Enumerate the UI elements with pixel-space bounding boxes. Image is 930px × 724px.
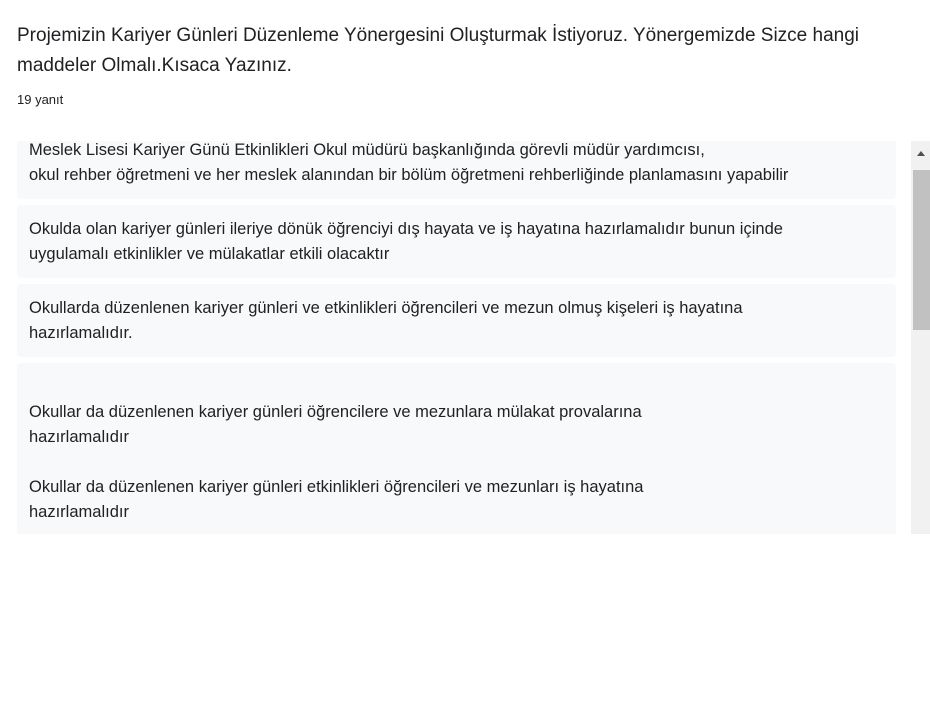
- response-text-line: Okullar da düzenlenen kariyer günleri öğrencilere ve mezunlara mülakat provalarına: [29, 403, 642, 421]
- response-item: [17, 284, 896, 357]
- response-text-line: Okullarda düzenlenen kariyer günleri ve etkinlikleri öğrencileri ve mezun olmuş kişeleri iş hayatına: [29, 299, 743, 317]
- response-text-line: [29, 375, 884, 400]
- vertical-scrollbar[interactable]: [911, 141, 930, 534]
- responses-list-content: [17, 141, 896, 534]
- chevron-up-icon: [917, 151, 925, 156]
- scrollbar-thumb[interactable]: [913, 170, 930, 330]
- scroll-up-button[interactable]: [911, 141, 930, 165]
- response-item: [17, 363, 896, 534]
- response-text-line: Okullar da düzenlenen kariyer günleri etkinlikleri öğrencileri ve mezunları iş hayatına: [29, 478, 644, 496]
- response-text-line: hazırlamalıdır: [29, 428, 129, 446]
- response-text-line: uygulamalı etkinlikler ve mülakatlar etkili olacaktır: [29, 245, 390, 263]
- response-text-line: hazırlamalıdır.: [29, 324, 133, 342]
- response-text-line: Meslek Lisesi Kariyer Günü Etkinlikleri Okul müdürü başkanlığında görevli müdür yardımcısı,: [29, 141, 705, 159]
- response-item: [17, 205, 896, 278]
- response-count: 19 yanıt: [17, 92, 64, 107]
- response-text-line: Okulda olan kariyer günleri ileriye dönük öğrenciyi dış hayata ve iş hayatına hazırlamalıdır bunun içinde: [29, 220, 783, 238]
- response-text-line: hazırlamalıdır: [29, 503, 129, 521]
- response-item: [17, 141, 896, 199]
- response-text-line: [29, 450, 884, 475]
- question-title: Projemizin Kariyer Günleri Düzenleme Yönergesini Oluşturmak İstiyoruz. Yönergemizde Sizce hangi maddeler Olmalı.Kısaca Yazınız.: [17, 25, 860, 76]
- response-text-line: okul rehber öğretmeni ve her meslek alanından bir bölüm öğretmeni rehberliğinde planlamasını yapabilir: [29, 166, 789, 184]
- responses-list[interactable]: [0, 141, 910, 534]
